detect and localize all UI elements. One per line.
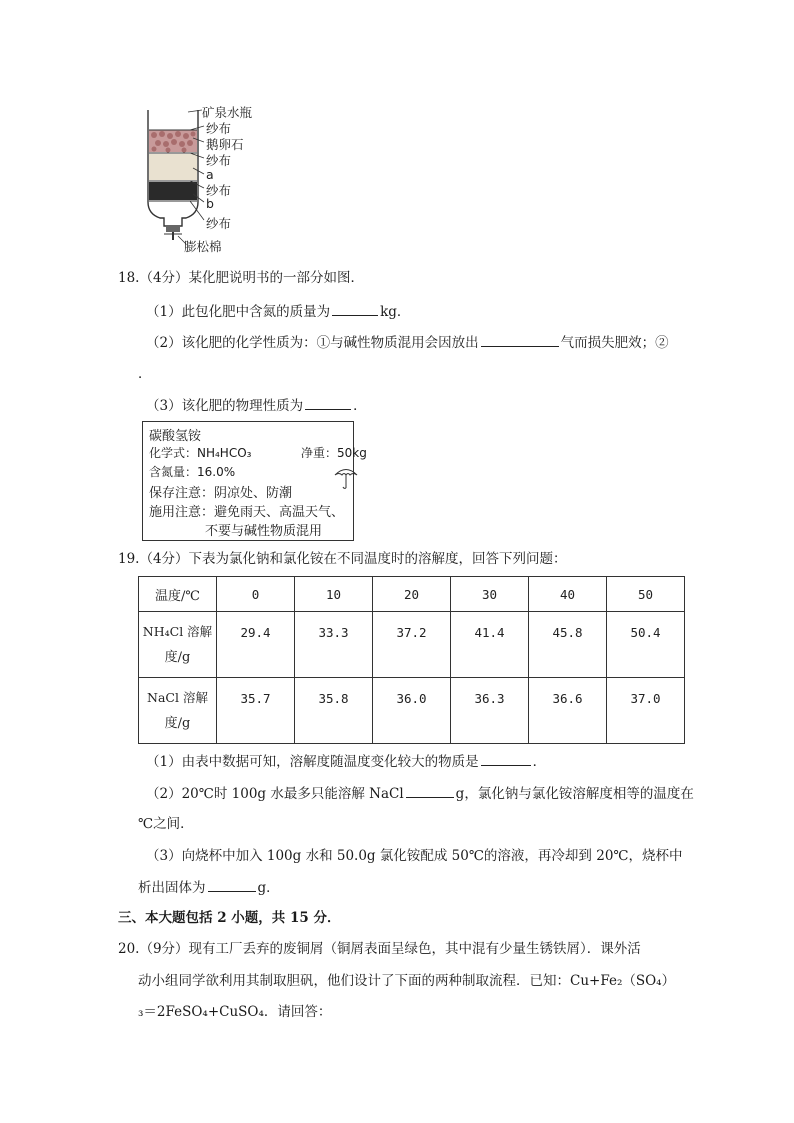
answer-blank[interactable]: [481, 332, 559, 347]
label-layer-a: a: [206, 167, 214, 182]
label-layer-b: b: [206, 196, 214, 211]
q19-stem: 19.（4分）下表为氯化钠和氯化铵在不同温度时的溶解度，回答下列问题：: [118, 551, 567, 567]
q20-line1: 20.（9分）现有工厂丢弃的废铜屑（铜屑表面呈绿色，其中混有少量生锈铁屑）．课外活: [118, 941, 641, 957]
q20-line2: 动小组同学欲利用其制取胆矾，他们设计了下面的两种制取流程．已知：Cu+Fe₂（SO₄）: [138, 973, 676, 989]
answer-blank[interactable]: [481, 751, 531, 766]
q18-part1: [146, 301, 410, 322]
header-temp-cell: 0: [217, 577, 295, 612]
header-temp-cell: 10: [295, 577, 373, 612]
table-row: [139, 678, 685, 744]
table-cell: 37.2: [373, 612, 451, 678]
fertilizer-use-1: 施用注意：避免雨天、高温天气、: [149, 505, 345, 520]
q19-part2-tail: g，氯化钠与氯化铵溶解度相等的温度在: [455, 786, 694, 802]
label-cloth-1: 纱布: [206, 121, 232, 136]
label-cloth-2: 纱布: [206, 153, 232, 168]
fertilizer-net-weight: 净重：50kg: [301, 446, 367, 460]
q19-part2-cont: ℃之间．: [138, 816, 194, 832]
fertilizer-storage: 保存注意：阴凉处、防潮: [149, 486, 293, 501]
q18-part2-tail: 气而损失肥效；②: [560, 335, 669, 351]
q19-part3-text: 析出固体为: [138, 880, 206, 896]
answer-blank[interactable]: [406, 783, 454, 798]
q20-line3: ₃＝2FeSO₄+CuSO₄．请回答：: [138, 1004, 332, 1020]
q18-part2-cont: ．: [138, 366, 152, 382]
header-temperature: 温度/℃: [139, 577, 217, 612]
q18-part1-text: （1）此包化肥中含氮的质量为: [146, 304, 331, 320]
fertilizer-label-box: [142, 421, 367, 541]
q18-part2-text: （2）该化肥的化学性质为：①与碱性物质混用会因放出: [146, 335, 479, 351]
filter-bottle-drawing: [138, 106, 208, 256]
header-temp-cell: 40: [529, 577, 607, 612]
q18-part3: [146, 395, 367, 416]
table-cell: 35.8: [295, 678, 373, 744]
label-bottle: 矿泉水瓶: [202, 105, 253, 120]
table-cell: 29.4: [217, 612, 295, 678]
row-label-line: NH₄Cl 溶解: [142, 623, 213, 639]
label-cotton: 膨松棉: [184, 239, 222, 254]
label-pebbles: 鹅卵石: [206, 137, 244, 152]
solubility-table: [138, 576, 685, 744]
row-label-nh4cl: [139, 612, 217, 678]
table-header-row: [139, 577, 685, 612]
table-cell: 36.0: [373, 678, 451, 744]
answer-blank[interactable]: [305, 395, 351, 410]
row-label-line: 度/g: [164, 649, 191, 665]
q19-part1-text: （1）由表中数据可知，溶解度随温度变化较大的物质是: [146, 754, 479, 770]
header-temp-cell: 50: [607, 577, 685, 612]
row-label-line: NaCl 溶解: [147, 689, 208, 705]
label-cloth-3: 纱布: [206, 183, 232, 198]
q18-stem: 18.（4分）某化肥说明书的一部分如图．: [118, 270, 365, 286]
table-cell: 33.3: [295, 612, 373, 678]
header-temp-cell: 20: [373, 577, 451, 612]
q19-part2-text: （2）20℃时 100g 水最多只能溶解 NaCl: [146, 786, 404, 802]
q19-part1: [146, 751, 546, 772]
section-heading: 三、本大题包括 2 小题，共 15 分．: [118, 910, 341, 926]
table-cell: 35.7: [217, 678, 295, 744]
fertilizer-formula: 化学式：NH₄HCO₃: [149, 446, 252, 460]
row-label-line: 度/g: [164, 715, 191, 731]
q19-part1-end: ．: [532, 754, 547, 770]
fertilizer-nitrogen: 含氮量：16.0%: [149, 465, 236, 479]
table-cell: 37.0: [607, 678, 685, 744]
table-row: [139, 612, 685, 678]
table-cell: 41.4: [451, 612, 529, 678]
umbrella-icon: [333, 464, 359, 490]
row-label-nacl: [139, 678, 217, 744]
header-temp-cell: 30: [451, 577, 529, 612]
q18-part2: [146, 332, 669, 353]
q18-part3-text: （3）该化肥的物理性质为: [146, 398, 304, 414]
answer-blank[interactable]: [332, 301, 378, 316]
fertilizer-name: 碳酸氢铵: [149, 429, 202, 444]
q19-part3-line1: （3）向烧杯中加入 100g 水和 50.0g 氯化铵配成 50℃的溶液，再冷却到 20℃，烧杯中: [146, 848, 683, 864]
table-cell: 50.4: [607, 612, 685, 678]
q18-part1-unit: kg．: [380, 304, 411, 320]
label-cloth-4: 纱布: [206, 216, 232, 231]
fertilizer-use-2: 不要与碱性物质混用: [205, 524, 323, 539]
water-filter-diagram: [138, 106, 298, 256]
answer-blank[interactable]: [208, 877, 256, 892]
q19-part3-line2: [138, 877, 280, 898]
q19-part3-end: g．: [257, 880, 280, 896]
table-cell: 45.8: [529, 612, 607, 678]
q18-part3-end: ．: [353, 398, 367, 414]
q19-part2: [146, 783, 694, 804]
table-cell: 36.6: [529, 678, 607, 744]
table-cell: 36.3: [451, 678, 529, 744]
